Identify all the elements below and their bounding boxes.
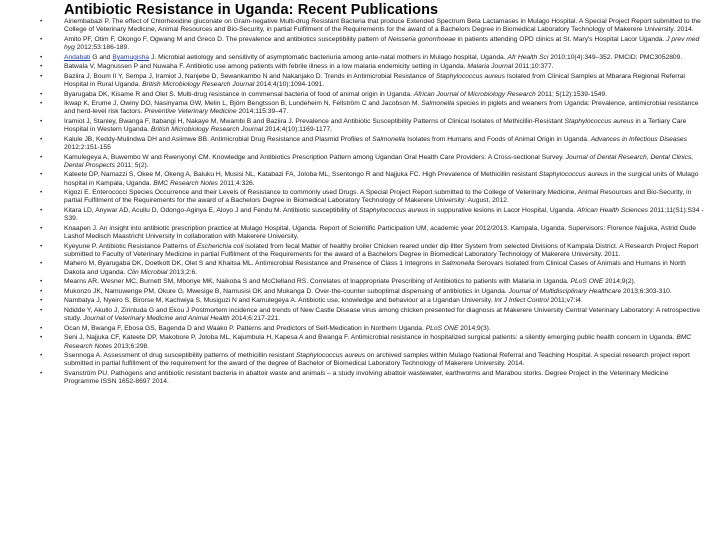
reference-text: Salmonella [441, 260, 475, 268]
reference-text: British Microbiology Research Journal [142, 80, 255, 88]
reference-text: Seni J, Najjuka CF, Kateete DP, Makobore P, Joloba ML, Kajumbula H, Kapesa A and Bwanga F. Antimicrobial resistance in hospitalized surgical patients: a silently emerging public health concern in Uganda. [64, 334, 677, 342]
reference-item [40, 171, 704, 187]
page-title: Antibiotic Resistance in Uganda: Recent Publications [64, 2, 439, 18]
reference-text: Amito PF, Otim F, Okongo F, Ogwang M and Greco D. The prevalence and antibiotics susceptibility pattern of [64, 35, 388, 43]
reference-text: 2012;2:151-155 [64, 143, 111, 151]
reference-item [40, 54, 704, 62]
reference-item [40, 297, 704, 305]
reference-text: in a Tertiary Care Hospital in Western Uganda. [64, 117, 687, 134]
reference-item [40, 207, 704, 223]
reference-text: 2012;53:186-189. [74, 44, 130, 51]
reference-text: Isolates from Humans and Foods of Animal Origin in Uganda. [405, 135, 591, 143]
reference-text: 2010;10(4):349–352. PMCID: PMC3052809. [548, 53, 683, 61]
reference-text: Advances in Infectious Diseases [590, 135, 687, 143]
reference-item [40, 189, 704, 205]
reference-text: in the surgical units of Mulago hospital in Kampala, Uganda. [64, 171, 699, 187]
reference-text: 2014;6:217-221. [229, 315, 281, 323]
reference-text: 2014;115:39–47. [236, 108, 289, 116]
reference-text: Clin Microbial [127, 268, 168, 276]
reference-text: Byarugaba DK, Kisame R and Olet S. Multi-drug resistance in commensal bacteria of food of animal origin in Uganda. [64, 90, 414, 98]
reference-text: Kalule JB, Keddy-Mulindwa DH and Asiimwe BB. Antimicrobial Drug Resistance and Plasmid Profiles of [64, 135, 373, 143]
reference-text: Serovars Isolated from Clinical Cases of Animals and Humans in North Dakota and Uganda. [64, 260, 686, 276]
reference-item [40, 100, 704, 116]
reference-text: Staphylococcus aureus [435, 72, 505, 80]
reference-text: 2011;11(S1):S34 - S39. [64, 206, 704, 223]
reference-text: Batwala V, Magnussen P and Nuwaha F. Antibiotic use among patients with febrile illness in a low malaria endemicity setting in Uganda. [64, 63, 468, 71]
reference-text: Salmonella [372, 135, 406, 143]
reference-text: isolated from fecal Matter of healthy broiler Chicken reared under dip litter System from selected Divisions of Kampala District. A Research Project Report submitted to Faculty of Veterinary Medicine in partial Fulfilment of the Requirements for the award of a Bachelors Degree in Biomedical Laboratory Technology of Makerere University. 2011. [64, 242, 699, 258]
reference-text: 2014;4(10):1094-1091. [254, 80, 325, 88]
reference-item [40, 118, 704, 134]
reference-text: Salmonella [421, 100, 455, 108]
reference-item [40, 307, 704, 323]
reference-text: Mukonzo JK, Namuwenge PM, Okure G, Mwesige B, Namusisi OK and Mukanga D. Over-the-counter suboptimal dispensing of antibiotics in Uganda. [64, 287, 509, 295]
reference-text: Nambatya J, Nyeiro S, Birorse M, Kachwiya S, Musiguzi N and Kamulegeya A. Antibiotic use, knowledge and behaviour at a Ugandan University. [64, 297, 495, 305]
author-link[interactable]: Byamugisha [112, 53, 150, 61]
reference-item [40, 91, 704, 99]
reference-item [40, 73, 704, 89]
reference-item [40, 36, 704, 52]
reference-item [40, 136, 704, 152]
reference-text: species in piglets and weaners from Uganda: Prevalence, antimicrobial resistance and herd-level risk factors. [64, 100, 699, 116]
reference-text: Journal of Multidisciplinary Healthcare [508, 287, 622, 295]
reference-text: J. Microbial aetiology and sensitivity of asymptomatic bacteriuria among ante-natal mothers in Mulago hospital, Uganda. [149, 53, 508, 61]
reference-item [40, 325, 704, 333]
author-link[interactable]: Andabati [64, 53, 91, 61]
reference-text: Mearns AR, Wesner MC, Burnett SM, Mbonye MK, Naikoba S and McClelland RS. Correlates of Inappropriate Prescribing of Antibiotics to patients with Malaria in Uganda. [64, 278, 571, 286]
reference-text: Kitara LD, Anywar AD, Acullu D, Odongo-Aginya E, Aloyo J and Fendu M. Antibiotic susceptibility of [64, 206, 360, 214]
reference-text: BMC Research Notes [153, 179, 218, 187]
reference-text: 2014;9(3). [458, 324, 491, 332]
reference-text: Journal of Dental Research, Dental Clinics, Dental Prospects [64, 153, 694, 169]
reference-text: Staphylococcus aureus [564, 117, 634, 125]
reference-text: Isolated from Clinical Samples at Mbarara Regional Referral Hospital in Rural Uganda. [64, 72, 685, 88]
reference-text: Ndidde Y, Akullo J, Zirintuda G and Ekou J Postmortem incidence and trends of New Castle Disease virus among chicken presented for diagnosis at Makerere University Central Veterinary Laboratory: A retrospective study. [64, 306, 701, 323]
reference-text: Kigozi E. Enterococci Species Occurrence and their Levels of Resistance to commonly used Drugs. A Special Project Report submitted to the College of Veterinary Medicine, Animal Resources and Bio-Security, in partial Fulfilment of the Requirements for the award of a Bachelors Degree in Biomedical Laboratory Technology of Makerere University: August, 2012. [64, 189, 692, 205]
reference-text: 2013;6:298. [111, 342, 150, 350]
reference-text: Preventive Veterinary Medicine [144, 108, 237, 116]
reference-text: 2011; 5(2). [114, 161, 149, 169]
reference-item [40, 288, 704, 296]
reference-text: 2014;9(2). [603, 278, 636, 286]
reference-text: PLoS ONE [425, 324, 459, 332]
reference-text: Neisseria gonorrhoeae [388, 35, 456, 43]
reference-text: British Microbiology Research Journal [150, 126, 264, 134]
reference-list [40, 18, 704, 388]
reference-text: in suppurative lesions in Lacor Hospital, Uganda. [428, 206, 578, 214]
reference-text: Knaapen J. An insight into antibiotic prescription practice at Mulago Hospital, Uganda. Report of Scientific Participation UM, academic year 2012/2013. Kampala, Uganda. Supervisors: Florence Najjuka, Astrid Oude Lashof Medisch Maastricht University In collaboration with Makerere University. [64, 224, 696, 240]
reference-text: PLoS ONE [570, 278, 604, 286]
reference-text: 2011; 5(12):1539-1549. [535, 90, 607, 98]
reference-text: Journal of Veterinary Medicine and Animal Health [83, 315, 230, 323]
reference-text: Staphylococcus aureus [359, 206, 429, 214]
reference-text: 2011;4:326. [217, 179, 255, 187]
reference-text: Staphylococcus aureus [295, 352, 366, 360]
reference-item [40, 63, 704, 71]
reference-item [40, 278, 704, 286]
reference-text: Ocan M, Bwanga F, Ebosa GS, Bagenda D and Waako P. Patterns and Predictors of Self-Medication in Northern Uganda. [64, 324, 426, 332]
reference-item [40, 260, 704, 276]
reference-text: African Health Sciences [577, 206, 649, 214]
reference-text: BMC Research Notes [64, 334, 692, 350]
reference-text: Malaria Journal [467, 63, 514, 71]
reference-text: 2013;6:303-310. [621, 287, 672, 295]
reference-text: 2014;4(10):1169-1177. [263, 126, 333, 134]
reference-text: African Journal of Microbiology Research [413, 90, 536, 98]
reference-text: Svanström PU. Pathogens and antibiotic resistant bacteria in abattoir waste and animals – a study involving abattoir wastewater, earthworms and Marabou storks. Degree Project in the Veterinary Medicine Programme ISSN 1652-8697 2014. [64, 369, 669, 386]
reference-text: Escherichia coli [196, 242, 244, 250]
reference-text: 2013;2:6. [167, 268, 198, 276]
reference-item [40, 225, 704, 241]
reference-text: G and [90, 53, 113, 61]
reference-text: Kateete DP, Namazzi S, Okee M, Okeng A, Baluku H, Musisi NL, Katabazi FA, Joloba ML, Ssentongo R and Najjuka FC. High Prevalence of Methicillin resistant [64, 171, 539, 179]
reference-item [40, 370, 704, 386]
reference-text: Ainembabazi P. The effect of Chlorhexidine gluconate on Gram-negative Multi-drug Resistant Bacteria that produce Extended Spectrum Beta Lactamases in Mulago Hospital. A Special Project Report submitted to the College of Veterinary Medicine, Animal Resources and Bio-Security, in partial Fulfilment of the Requirements for the award of a Bachelors Degree in Biomedical Laboratory Technology of Makerere University. 2014. [64, 18, 701, 34]
reference-text: on archived samples within Mulago National Referral and Teaching Hospital. A special research project report submitted in partial fulfillment of the requirement for the award of the degree of Bachelor of Biomedical Laboratory Technology of Makerere University. 2014. [64, 352, 690, 368]
reference-text: 2011;10:377. [513, 63, 554, 71]
reference-item [40, 18, 704, 34]
reference-text: Int J Infect Control [494, 297, 549, 305]
reference-item [40, 243, 704, 259]
reference-item [40, 154, 704, 170]
reference-text: in patients attending OPD clinics at St. Mary's Hospital Lacor Uganda. [455, 35, 667, 43]
reference-text: Mahero M, Byarugaba DK, Doetkott DK, Olet S and Khaitsa ML. Antimicrobial Resistance and Presence of Class 1 Integrons in [64, 260, 442, 268]
reference-item [40, 352, 704, 368]
reference-text: 2011;v7:i4. [548, 297, 583, 305]
reference-text: J prev med hyg [64, 35, 700, 51]
reference-text: Staphylococcus aureus [538, 171, 609, 179]
reference-text: Ikwap K, Erume J, Owiny DO, Nasinyama GW, Melin L, Björn Bengtsson B, Lundeheim N, Fellström C and Jacobson M. [64, 100, 422, 108]
reference-text: Afr Health Sci [507, 53, 549, 61]
reference-text: Baziira J, Boum II Y, Sempa J, Iramiot J, Nanjebe D, Sewankambo N and Nakanjako D. Trends in Antimicrobial Resistance of [64, 72, 436, 80]
reference-text: Iramiot J, Stanley, Bwanga F, Itabangi H, Nakaye M, Mwambi B and Baziira J. Prevalence and Antibiotic Susceptibility Patterns of Clinical Isolates of Methicillin-Resistant [64, 117, 565, 125]
reference-item [40, 334, 704, 350]
reference-text: Kamulegeya A, Buwembo W and Rwenyonyi CM. Knowledge and Antibiotics Prescription Pattern among Ugandan Oral Health Care Providers: A Cross-sectional Survey. [64, 153, 566, 161]
reference-text: Kyeyune P. Antibiotic Resistance Patterns of [64, 242, 197, 250]
reference-text: Ssennoga A. Assessment of drug susceptibility patterns of methicillin resistant [64, 352, 296, 360]
